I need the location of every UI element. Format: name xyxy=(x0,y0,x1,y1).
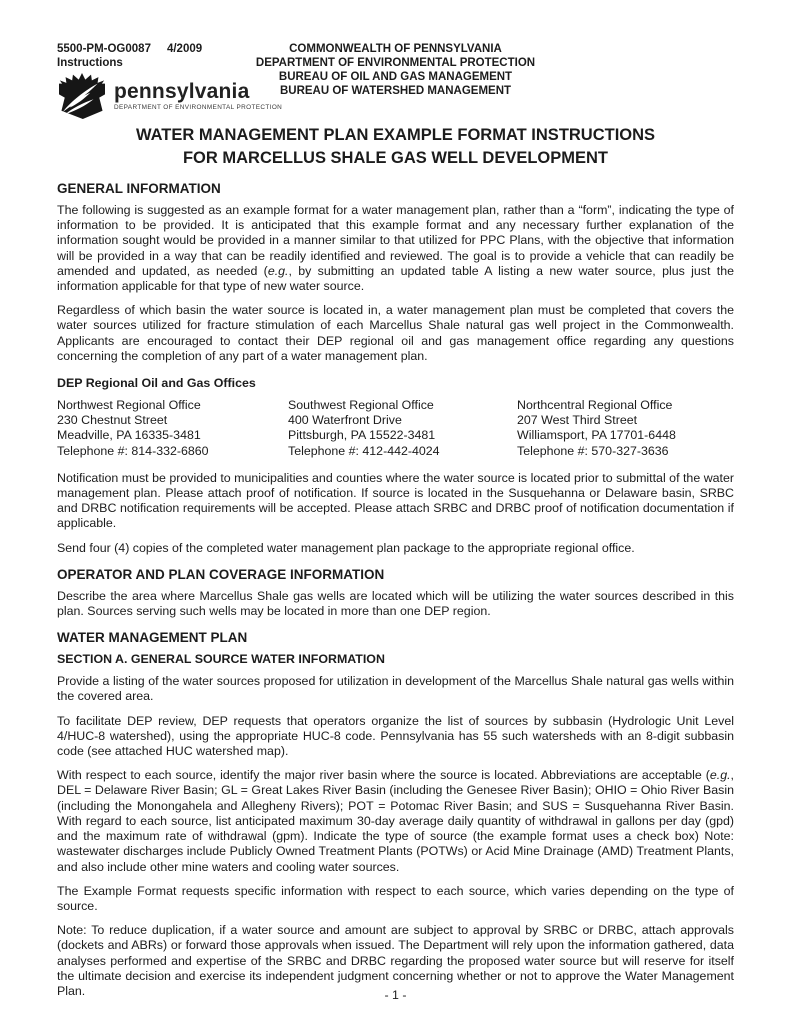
document-title-line-1: WATER MANAGEMENT PLAN EXAMPLE FORMAT INSTRUCTIONS xyxy=(135,126,656,144)
paragraph-wmp-3-text: With respect to each source, identify the major river basin where the source is located. Abbreviations are acceptable ( xyxy=(57,768,710,783)
paragraph-wmp-3-text-2: , DEL = Delaware River Basin; GL = Great Lakes River Basin (including the Genesee River Basin); OHIO = Ohio River Basin (including the Monongahela and Allegheny Rivers); POT = Potomac River Basin; and SUS = Susquehanna River Basin. With regard to each source, list anticipated maximum 30-day average daily quantity of withdrawal in gallons per day (gpd) and the maximum rate of withdrawal (gpm). Indicate the type of source (the example format uses a check box) Note: wastewater discharges include Publicly Owned Treatment Plants (POTWs) or Acid Mine Drainage (AMD) Treatment Plants, and also include other mine waters and cooling water sources. xyxy=(57,768,734,874)
document-title xyxy=(57,124,734,170)
document-header xyxy=(57,40,734,120)
paragraph-general-1-text: The following is suggested as an example format for a water management plan, rather than a “form”, indicating the type of information to be provided. It is anticipated that this example format and any necessary further explanation of the information sought would be provided in a manner similar to that utilized for PPC Plans, with the objective that information will be provided in a way that can be readily identified and reviewed. The goal is to provide a vehicle that can readily be amended and updated, as needed ( xyxy=(57,203,734,278)
paragraph-wmp-3-italic: e.g. xyxy=(709,768,731,783)
office-name: Northcentral Regional Office xyxy=(517,398,673,413)
logo-wordmark: pennsylvania xyxy=(114,80,250,103)
office-phone: Telephone #: 570-327-3636 xyxy=(517,443,669,458)
heading-general-information: GENERAL INFORMATION xyxy=(57,181,221,196)
office-northwest xyxy=(57,398,288,459)
office-phone: Telephone #: 412-442-4024 xyxy=(288,443,440,458)
form-identifier xyxy=(57,42,202,70)
office-city: Pittsburgh, PA 15522-3481 xyxy=(288,428,436,443)
paragraph-general-1-text-2: , by submitting an updated table A listing a new water source, plus just the information applicable for that type of new water source. xyxy=(57,263,734,294)
paragraph-notification: Notification must be provided to municipalities and counties where the water source is located prior to submittal of the water management plan. Please attach proof of notification. If source is located in the Susquehanna or Delaware basin, SRBC and DRBC notification requirements will be accepted. Please attach SRBC and DRBC proof of notification documentation if applicable. xyxy=(57,470,734,531)
paragraph-send-copies: Send four (4) copies of the completed water management plan package to the appropriate regional office. xyxy=(57,540,635,555)
logo-subtitle: DEPARTMENT OF ENVIRONMENTAL PROTECTION xyxy=(114,104,283,111)
office-street: 400 Waterfront Drive xyxy=(288,413,402,428)
agency-line-2: DEPARTMENT OF ENVIRONMENTAL PROTECTION xyxy=(255,57,536,69)
paragraph-general-1 xyxy=(57,203,734,294)
office-street: 207 West Third Street xyxy=(517,413,638,428)
heading-section-a: SECTION A. GENERAL SOURCE WATER INFORMATION xyxy=(57,652,385,667)
agency-line-1: COMMONWEALTH OF PENNSYLVANIA xyxy=(289,43,502,55)
document-title-line-2: FOR MARCELLUS SHALE GAS WELL DEVELOPMENT xyxy=(182,149,609,167)
heading-operator-plan-coverage: OPERATOR AND PLAN COVERAGE INFORMATION xyxy=(57,566,385,582)
office-phone: Telephone #: 814-332-6860 xyxy=(57,443,209,458)
paragraph-wmp-1: Provide a listing of the water sources proposed for utilization in development of the Marcellus Shale natural gas wells within the covered area. xyxy=(57,674,734,704)
office-northcentral xyxy=(517,398,734,459)
office-city: Williamsport, PA 17701-6448 xyxy=(517,428,676,443)
paragraph-wmp-4: The Example Format requests specific information with respect to each source, which varies depending on the type of source. xyxy=(57,883,734,913)
agency-line-3: BUREAU OF OIL AND GAS MANAGEMENT xyxy=(278,71,513,83)
paragraph-general-1-italic: e.g. xyxy=(267,263,289,278)
paragraph-operator-1: Describe the area where Marcellus Shale gas wells are located which will be utilizing the water sources described in this plan. Sources serving such wells may be located in more than one DEP region. xyxy=(57,588,734,619)
logo-text xyxy=(114,73,282,111)
paragraph-wmp-3 xyxy=(57,768,734,874)
form-label: Instructions xyxy=(57,57,123,69)
paragraph-general-2: Regardless of which basin the water source is located in, a water management plan must be completed that covers the water sources utilized for fracture stimulation of each Marcellus Shale natural gas well project in the Commonwealth. Applicants are encouraged to contact their DEP regional oil and gas management office regarding any questions concerning the completion of any part of a water management plan. xyxy=(57,303,734,363)
office-southwest xyxy=(288,398,517,459)
office-city: Meadville, PA 16335-3481 xyxy=(57,428,201,443)
form-revision-date: 4/2009 xyxy=(166,43,203,55)
agency-line-4: BUREAU OF WATERSHED MANAGEMENT xyxy=(279,85,512,97)
heading-dep-regional-offices: DEP Regional Oil and Gas Offices xyxy=(57,376,256,391)
office-name: Northwest Regional Office xyxy=(57,398,201,413)
regional-offices-list xyxy=(57,398,734,459)
office-street: 230 Chestnut Street xyxy=(57,413,168,428)
form-number: 5500-PM-OG0087 xyxy=(57,43,151,55)
pa-dep-logo xyxy=(57,73,282,119)
paragraph-wmp-2: To facilitate DEP review, DEP requests that operators organize the list of sources by subbasin (Hydrologic Unit Level 4/HUC-8 watershed), using the appropriate HUC-8 code. Pennsylvania has 55 such watersheds with an 8-digit subbasin code (see attached HUC watershed map). xyxy=(57,713,734,759)
keystone-logo-icon xyxy=(57,73,107,119)
heading-water-management-plan: WATER MANAGEMENT PLAN xyxy=(57,630,248,646)
page-number: - 1 - xyxy=(384,988,407,1002)
paragraph-wmp-note: Note: To reduce duplication, if a water source and amount are subject to approval by SRBC or DRBC, attach approvals (dockets and ABRs) or forward those approvals when issued. The Department will rely upon the information gathered, data analyses performed and expertise of the SRBC and DRBC regarding the proposed water source but will reserve for itself the ultimate decision and exercise its independent judgment concerning whether or not to approve the Water Management Plan. xyxy=(57,923,734,998)
office-name: Southwest Regional Office xyxy=(288,398,434,413)
